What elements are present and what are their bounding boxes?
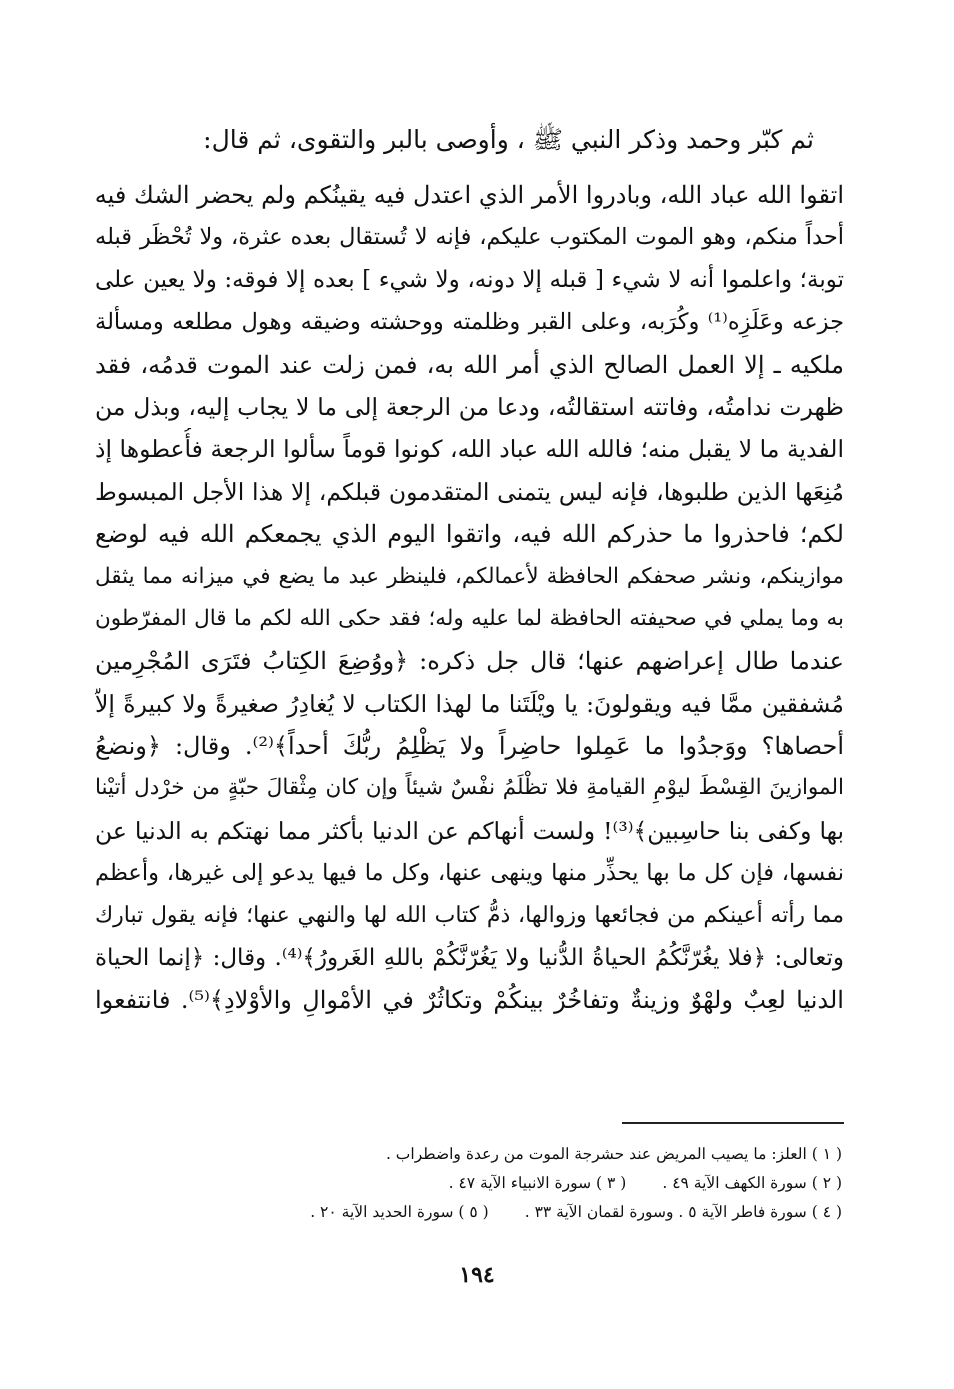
text-line: موازينكم، ونشر صحفكم الحافظة لأعمالكم، فلينظر عبد ما يضع في ميزانه مما يثقل bbox=[95, 563, 844, 589]
main-text bbox=[95, 174, 844, 1022]
text-line: الموازينَ القِسْطَ ليوْمِ القيامةِ فلا تظْلَمُ نفْسٌ شيئاً وإن كان مِثْقالَ حبّةٍ من خرْدل أتيْنا bbox=[95, 775, 844, 801]
text-line: اتقوا الله عباد الله، وبادروا الأمر الذي اعتدل فيه يقينُكم ولم يحضر الشك فيه bbox=[95, 181, 844, 209]
page-number: ١٩٤ bbox=[459, 1262, 495, 1288]
text-line: أحصاها؟ ووَجدُوا ما عَمِلوا حاضِراً ولا يَظْلِمُ ربُّكَ أحداً﴾⁽²⁾. وقال: ﴿ونضعُ bbox=[95, 732, 844, 761]
text-line: أحداً منكم، وهو الموت المكتوب عليكم، فإنه لا تُستقال بعده عثرة، ولا تُحْظَر قبله bbox=[95, 224, 844, 251]
text-line: مُشفقين ممَّا فيه ويقولونَ: يا ويْلَتَنا ما لهذا الكتاب لا يُغادِرُ صغيرةً ولا كبيرةً إلاّ bbox=[95, 689, 844, 718]
text-line: بها وكفى بنا حاسِبين﴾⁽³⁾! ولست أنهاكم عن الدنيا بأكثر مما نهتكم به الدنيا عن bbox=[95, 816, 844, 845]
intro-line: ثم كبّر وحمد وذكر النبي ﷺ ، وأوصى بالبر والتقوى، ثم قال: bbox=[203, 125, 814, 154]
footnote-divider bbox=[622, 1122, 844, 1124]
text-line: الدنيا لعِبٌ ولهْوٌ وزينةٌ وتفاخُرٌ بينكُمْ وتكاثُرٌ في الأمْوالِ والأوْلادِ﴾⁽⁵⁾. فانتفعوا bbox=[95, 986, 844, 1015]
text-line: ظهرت ندامتُه، وفاتته استقالتُه، ودعا من الرجعة إلى ما لا يجاب إليه، وبذل من bbox=[95, 392, 844, 421]
text-line: جزعه وعَلَزِه⁽¹⁾ وكُرَبه، وعلى القبر وظلمته ووحشته وضيقه وهول مطلعه ومسألة bbox=[95, 309, 844, 336]
text-line: مما رأته أعينكم من فجائعها وزوالها، ذمُّ كتاب الله لها والنهي عنها؛ فإنه يقول تبارك bbox=[95, 902, 844, 928]
text-line: عندما طال إعراضهم عنها؛ قال جل ذكره: ﴿ووُضِعَ الكِتابُ فتَرَى المُجْرِمين bbox=[95, 647, 844, 676]
footnote-4: ( ٤ ) سورة فاطر الآية ٥ . وسورة لقمان الآية ٣٣ . bbox=[524, 1203, 842, 1221]
text-line: الفدية ما لا يقبل منه؛ فالله الله عباد الله، كونوا قوماً سألوا الرجعة فأُعطوها إذ bbox=[95, 435, 844, 464]
footnote-5: ( ٥ ) سورة الحديد الآية ٢٠ . bbox=[310, 1203, 489, 1221]
text-line: مُنِعَها الذين طلبوها، فإنه ليس يتمنى المتقدمون قبلكم، إلا هذا الأجل المبسوط bbox=[95, 477, 844, 506]
text-line: توبة؛ واعلموا أنه لا شيء [ قبله إلا دونه، ولا شيء ] بعده إلا فوقه: ولا يعين على bbox=[95, 266, 844, 293]
footnotes bbox=[200, 1140, 842, 1227]
footnote-3: ( ٣ ) سورة الانبياء الآية ٤٧ . bbox=[448, 1174, 627, 1192]
footnote-2: ( ٢ ) سورة الكهف الآية ٤٩ . bbox=[662, 1174, 842, 1192]
footnote-row bbox=[200, 1198, 842, 1227]
text-line: نفسها، فإن كل ما بها يحذِّر منها وينهى عنها، وكل ما فيها يدعو إلى غيرها، وأعظم bbox=[95, 860, 844, 887]
footnote-row bbox=[200, 1169, 842, 1198]
text-line: لكم؛ فاحذروا ما حذركم الله فيه، واتقوا اليوم الذي يجمعكم الله فيه لوضع bbox=[95, 520, 844, 549]
text-line: ملكيه ـ إلا العمل الصالح الذي أمر الله به، فمن زلت عند الموت قدمُه، فقد bbox=[95, 350, 844, 379]
text-line: به وما يملي في صحيفته الحافظة لما عليه وله؛ فقد حكى الله لكم ما قال المفرّطون bbox=[95, 605, 844, 631]
text-line: وتعالى: ﴿فلا يغُرّنَّكُمُ الحياةُ الدُّنيا ولا يَغُرّنَّكُمْ باللهِ الغَرورُ﴾⁽⁴⁾. وقال: ﴿إنما الحياة bbox=[95, 945, 844, 972]
footnote-1: ( ١ ) العلز: ما يصيب المريض عند حشرجة الموت من رعدة واضطراب . bbox=[385, 1145, 842, 1163]
